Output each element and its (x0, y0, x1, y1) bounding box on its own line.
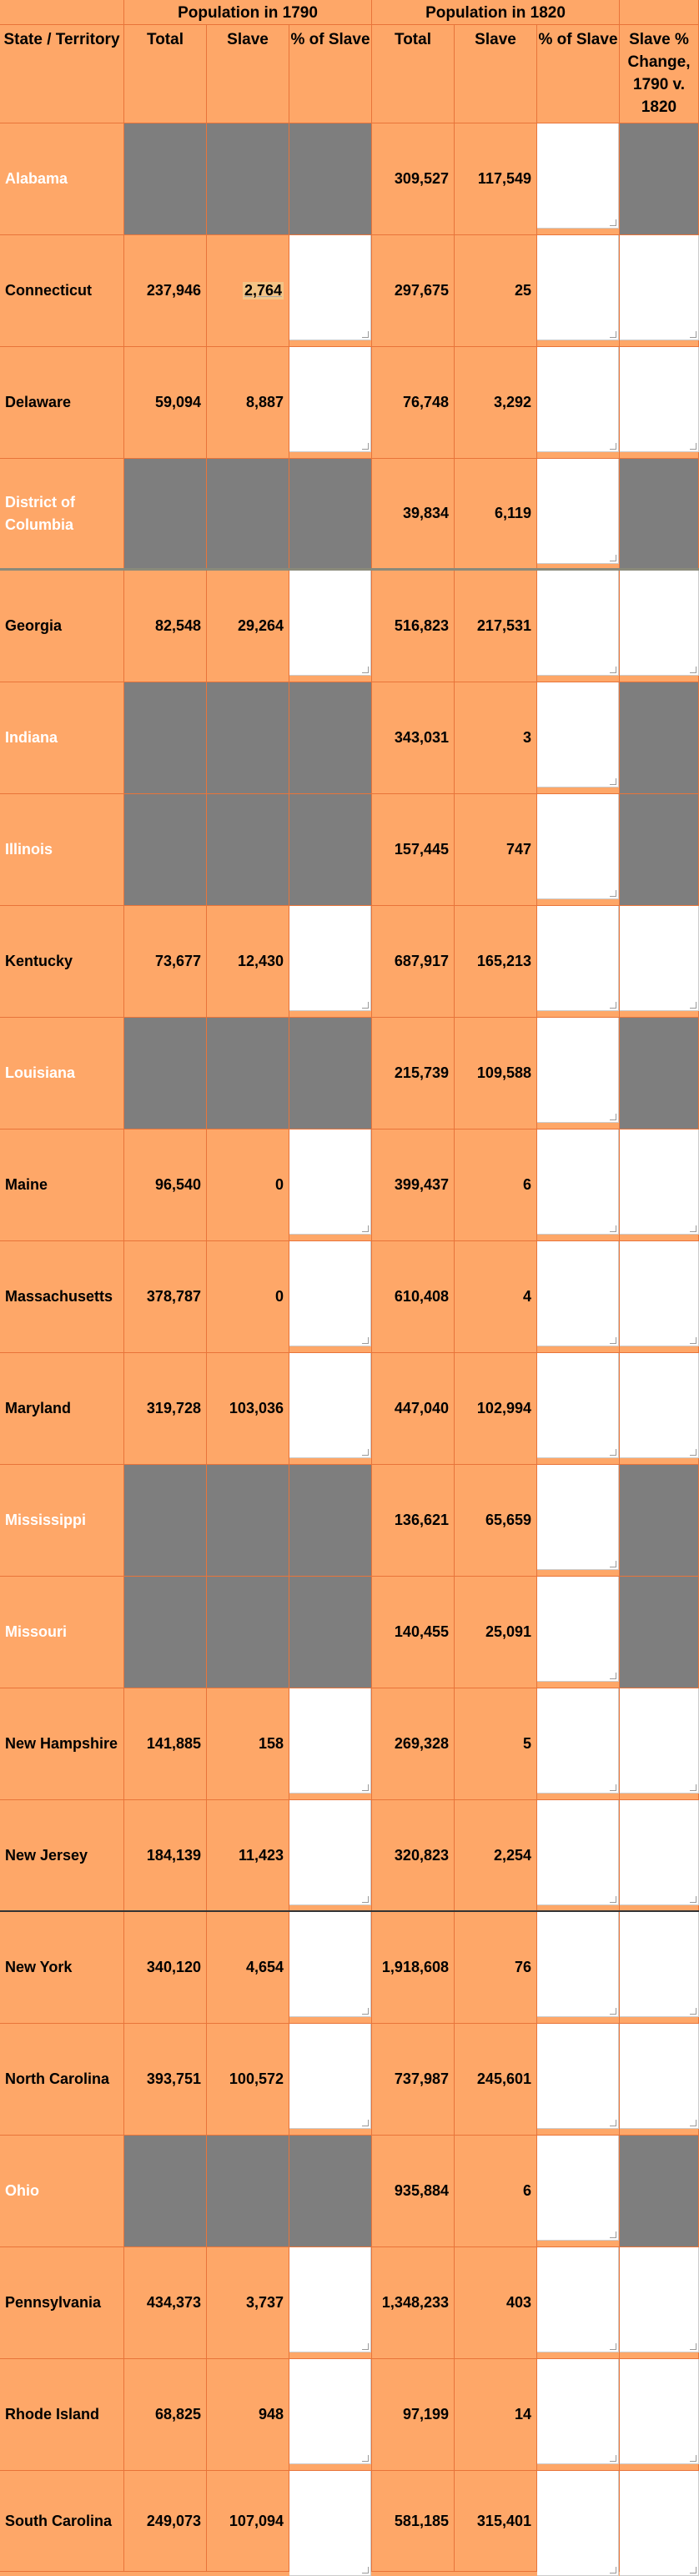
total-1820: 516,823 (372, 571, 455, 682)
total-1790-unavailable (124, 1577, 207, 1688)
slave-1790-value: 2,764 (244, 282, 282, 299)
slave-1820: 3 (455, 682, 537, 793)
table-row (0, 2247, 699, 2359)
state-name: Connecticut (0, 235, 124, 346)
pct-1820-input[interactable] (537, 1800, 619, 1905)
slave-1790-value: 8,887 (245, 394, 284, 410)
pct-1790-cell (289, 571, 372, 682)
change-input[interactable] (620, 1912, 699, 2017)
total-1790-unavailable (124, 2136, 207, 2246)
pct-1790-cell (289, 906, 372, 1017)
pct-1820-cell (537, 2247, 620, 2358)
pct-1790-input[interactable] (289, 2024, 371, 2129)
table-row (0, 123, 699, 235)
pct-1790-input[interactable] (289, 347, 371, 452)
slave-1820: 747 (455, 794, 537, 905)
table-row (0, 906, 699, 1018)
pct-1820-input[interactable] (537, 235, 619, 340)
table-row (0, 682, 699, 794)
total-1820: 269,328 (372, 1688, 455, 1799)
pct-1790-unavailable (289, 1465, 372, 1576)
slave-1820: 4 (455, 1241, 537, 1352)
state-name: Massachusetts (0, 1241, 124, 1352)
change-cell (620, 1018, 699, 1129)
slave-1790-value: 0 (274, 1176, 284, 1193)
pct-1820-input[interactable] (537, 1912, 619, 2017)
pct-1790-input[interactable] (289, 1241, 371, 1346)
change-cell (620, 347, 699, 458)
change-cell (620, 1353, 699, 1464)
pct-1820-cell (537, 794, 620, 905)
state-name: Indiana (0, 682, 124, 793)
total-1820: 737,987 (372, 2024, 455, 2135)
slave-1820: 2,254 (455, 1800, 537, 1910)
slave-1820: 14 (455, 2359, 537, 2470)
total-1820: 1,348,233 (372, 2247, 455, 2358)
header-state: State / Territory (0, 25, 124, 123)
pct-1820-cell (537, 571, 620, 682)
header-slave-1820: Slave (455, 25, 537, 123)
pct-1820-cell (537, 2359, 620, 2470)
pct-1790-cell (289, 235, 372, 346)
pct-1790-input[interactable] (289, 1688, 371, 1794)
slave-1790-unavailable (207, 682, 289, 793)
pct-1790-unavailable (289, 459, 372, 568)
table-row (0, 1241, 699, 1353)
total-1790: 340,120 (124, 1912, 207, 2023)
slave-1790-value: 4,654 (245, 1959, 284, 1975)
pct-1820-cell (537, 1130, 620, 1240)
table-row (0, 1800, 699, 1912)
change-input[interactable] (620, 347, 699, 452)
state-name: Kentucky (0, 906, 124, 1017)
total-1790: 184,139 (124, 1800, 207, 1910)
total-1820: 215,739 (372, 1018, 455, 1129)
slave-1790 (207, 1130, 289, 1240)
pct-1790-cell (289, 1912, 372, 2023)
total-1790: 378,787 (124, 1241, 207, 1352)
slave-1790-unavailable (207, 794, 289, 905)
slave-1820: 245,601 (455, 2024, 537, 2135)
change-cell (620, 235, 699, 346)
pct-1790-cell (289, 1688, 372, 1799)
change-input[interactable] (620, 2024, 699, 2129)
pct-1790-input[interactable] (289, 571, 371, 676)
state-name: Rhode Island (0, 2359, 124, 2470)
pct-1820-cell (537, 459, 620, 568)
pct-1790-cell (289, 347, 372, 458)
pct-1820-cell (537, 682, 620, 793)
change-cell (620, 1465, 699, 1576)
total-1820: 610,408 (372, 1241, 455, 1352)
slave-1820: 315,401 (455, 2471, 537, 2571)
total-1790: 237,946 (124, 235, 207, 346)
pct-1790-unavailable (289, 123, 372, 234)
total-1820: 309,527 (372, 123, 455, 234)
slave-1790-unavailable (207, 1018, 289, 1129)
pct-1820-cell (537, 1577, 620, 1688)
pct-1790-input[interactable] (289, 1353, 371, 1458)
table-row (0, 1353, 699, 1465)
slave-1790 (207, 906, 289, 1017)
pct-1820-input[interactable] (537, 1130, 619, 1235)
total-1820: 157,445 (372, 794, 455, 905)
change-input[interactable] (620, 2471, 699, 2576)
slave-1790-unavailable (207, 123, 289, 234)
slave-1820: 6,119 (455, 459, 537, 568)
slave-1790-value: 0 (274, 1288, 284, 1305)
pct-1820-input[interactable] (537, 906, 619, 1011)
pct-1790-input[interactable] (289, 1912, 371, 2017)
slave-1790 (207, 1241, 289, 1352)
state-name: Missouri (0, 1577, 124, 1688)
header-total-1790: Total (124, 25, 207, 123)
state-name: North Carolina (0, 2024, 124, 2135)
slave-1790-value: 107,094 (229, 2512, 284, 2529)
pct-1820-cell (537, 235, 620, 346)
slave-1790 (207, 2247, 289, 2358)
pct-1820-input[interactable] (537, 2471, 619, 2576)
change-cell (620, 1130, 699, 1240)
total-1820: 320,823 (372, 1800, 455, 1910)
table-row (0, 235, 699, 347)
slave-1820: 117,549 (455, 123, 537, 234)
pct-1820-cell (537, 2136, 620, 2246)
slave-1790-unavailable (207, 459, 289, 568)
table-row (0, 1577, 699, 1688)
state-name: Georgia (0, 571, 124, 682)
total-1790: 68,825 (124, 2359, 207, 2470)
total-1820: 39,834 (372, 459, 455, 568)
pct-1820-input[interactable] (537, 347, 619, 452)
total-1790: 96,540 (124, 1130, 207, 1240)
pct-1820-cell (537, 2024, 620, 2135)
header-group-row (0, 0, 699, 25)
table-row (0, 459, 699, 571)
change-cell (620, 1241, 699, 1352)
slave-1820: 6 (455, 1130, 537, 1240)
pct-1790-unavailable (289, 1577, 372, 1688)
total-1790-unavailable (124, 1465, 207, 1576)
table-row (0, 1912, 699, 2024)
table-row (0, 2359, 699, 2471)
state-name: New York (0, 1912, 124, 2023)
pct-1820-cell (537, 2471, 620, 2571)
total-1790: 141,885 (124, 1688, 207, 1799)
change-cell (620, 1912, 699, 2023)
slave-1820: 109,588 (455, 1018, 537, 1129)
state-name: Ohio (0, 2136, 124, 2246)
total-1790-unavailable (124, 682, 207, 793)
change-cell (620, 794, 699, 905)
change-cell (620, 123, 699, 234)
total-1820: 140,455 (372, 1577, 455, 1688)
slave-1790 (207, 1688, 289, 1799)
slave-1790 (207, 571, 289, 682)
slave-1820: 76 (455, 1912, 537, 2023)
slave-1790-value: 100,572 (229, 2070, 284, 2087)
table-row (0, 794, 699, 906)
slave-1820: 25,091 (455, 1577, 537, 1688)
slave-1820: 3,292 (455, 347, 537, 458)
table-row (0, 2471, 699, 2572)
slave-1790-unavailable (207, 2136, 289, 2246)
slave-1790 (207, 235, 289, 346)
pct-1790-unavailable (289, 682, 372, 793)
change-input[interactable] (620, 1353, 699, 1458)
slave-1790 (207, 1353, 289, 1464)
pct-1820-input[interactable] (537, 1577, 619, 1682)
pct-1790-input[interactable] (289, 1800, 371, 1905)
pct-1820-cell (537, 1018, 620, 1129)
slave-1790-unavailable (207, 1577, 289, 1688)
header-total-1820: Total (372, 25, 455, 123)
total-1820: 399,437 (372, 1130, 455, 1240)
pct-1820-cell (537, 1688, 620, 1799)
slave-1790 (207, 2024, 289, 2135)
total-1790: 82,548 (124, 571, 207, 682)
state-name: Alabama (0, 123, 124, 234)
pct-1790-cell (289, 2247, 372, 2358)
total-1790-unavailable (124, 794, 207, 905)
change-input[interactable] (620, 1800, 699, 1905)
state-name: District of Columbia (0, 459, 124, 568)
pct-1820-cell (537, 1353, 620, 1464)
pct-1790-cell (289, 1353, 372, 1464)
pct-1790-unavailable (289, 1018, 372, 1129)
change-cell (620, 2024, 699, 2135)
table-row (0, 1018, 699, 1130)
change-input[interactable] (620, 1688, 699, 1794)
pct-1790-input[interactable] (289, 2359, 371, 2464)
header-blank (0, 0, 124, 25)
slave-1820: 217,531 (455, 571, 537, 682)
change-cell (620, 1577, 699, 1688)
state-name: Illinois (0, 794, 124, 905)
pct-1820-cell (537, 906, 620, 1017)
header-group-1820: Population in 1820 (372, 0, 620, 25)
total-1790: 249,073 (124, 2471, 207, 2571)
header-column-row (0, 25, 699, 123)
pct-1820-cell (537, 1241, 620, 1352)
change-input[interactable] (620, 1241, 699, 1346)
change-input[interactable] (620, 1130, 699, 1235)
slave-1790-unavailable (207, 1465, 289, 1576)
pct-1820-cell (537, 1800, 620, 1910)
change-cell (620, 682, 699, 793)
total-1820: 687,917 (372, 906, 455, 1017)
slave-1790-value: 103,036 (229, 1400, 284, 1416)
total-1820: 297,675 (372, 235, 455, 346)
state-name: New Jersey (0, 1800, 124, 1910)
pct-1820-input[interactable] (537, 459, 619, 564)
pct-1790-unavailable (289, 794, 372, 905)
pct-1820-input[interactable] (537, 2024, 619, 2129)
table-row (0, 2136, 699, 2247)
pct-1820-cell (537, 1912, 620, 2023)
state-name: South Carolina (0, 2471, 124, 2571)
pct-1790-input[interactable] (289, 906, 371, 1011)
change-input[interactable] (620, 906, 699, 1011)
change-cell (620, 1688, 699, 1799)
pct-1820-input[interactable] (537, 1465, 619, 1570)
slave-1790 (207, 1800, 289, 1910)
slave-1790 (207, 2359, 289, 2470)
pct-1820-input[interactable] (537, 2359, 619, 2464)
pct-1790-unavailable (289, 2136, 372, 2246)
total-1790: 59,094 (124, 347, 207, 458)
total-1790: 319,728 (124, 1353, 207, 1464)
slave-1820: 65,659 (455, 1465, 537, 1576)
total-1820: 343,031 (372, 682, 455, 793)
pct-1820-input[interactable] (537, 2136, 619, 2241)
pct-1790-input[interactable] (289, 2247, 371, 2352)
table-row (0, 347, 699, 459)
pct-1820-input[interactable] (537, 682, 619, 787)
pct-1790-input[interactable] (289, 1130, 371, 1235)
table-row (0, 2024, 699, 2136)
pct-1790-cell (289, 1241, 372, 1352)
pct-1820-cell (537, 123, 620, 234)
table-row (0, 1688, 699, 1800)
total-1820: 76,748 (372, 347, 455, 458)
change-input[interactable] (620, 2247, 699, 2352)
pct-1820-input[interactable] (537, 1018, 619, 1123)
pct-1790-cell (289, 2471, 372, 2571)
slave-1790-value: 158 (258, 1735, 284, 1752)
slave-1790-value: 948 (258, 2406, 284, 2423)
total-1820: 97,199 (372, 2359, 455, 2470)
total-1790: 393,751 (124, 2024, 207, 2135)
state-name: Delaware (0, 347, 124, 458)
change-cell (620, 2471, 699, 2571)
total-1820: 1,918,608 (372, 1912, 455, 2023)
total-1820: 447,040 (372, 1353, 455, 1464)
pct-1790-input[interactable] (289, 235, 371, 340)
pct-1790-cell (289, 2359, 372, 2470)
total-1790: 73,677 (124, 906, 207, 1017)
slave-1790-value: 12,430 (237, 953, 284, 969)
header-slave-1790: Slave (207, 25, 289, 123)
table-row (0, 1130, 699, 1241)
state-name: New Hampshire (0, 1688, 124, 1799)
slave-1790 (207, 347, 289, 458)
state-name: Maryland (0, 1353, 124, 1464)
change-input[interactable] (620, 235, 699, 340)
state-name: Louisiana (0, 1018, 124, 1129)
total-1790-unavailable (124, 1018, 207, 1129)
total-1790-unavailable (124, 123, 207, 234)
pct-1820-input[interactable] (537, 1241, 619, 1346)
pct-1820-input[interactable] (537, 2247, 619, 2352)
change-cell (620, 1800, 699, 1910)
total-1790: 434,373 (124, 2247, 207, 2358)
change-input[interactable] (620, 571, 699, 676)
slave-1820: 5 (455, 1688, 537, 1799)
slave-1820: 25 (455, 235, 537, 346)
slave-1790 (207, 2471, 289, 2571)
pct-1820-input[interactable] (537, 571, 619, 676)
pct-1790-cell (289, 1130, 372, 1240)
state-name: Maine (0, 1130, 124, 1240)
pct-1790-input[interactable] (289, 2471, 371, 2576)
slave-1790-value: 11,423 (238, 1846, 284, 1864)
pct-1820-cell (537, 1465, 620, 1576)
state-name: Mississippi (0, 1465, 124, 1576)
slave-1820: 403 (455, 2247, 537, 2358)
pct-1820-input[interactable] (537, 123, 619, 229)
pct-1790-cell (289, 1800, 372, 1910)
slave-1790 (207, 1912, 289, 2023)
change-cell (620, 2136, 699, 2246)
slave-1790-value: 3,737 (245, 2294, 284, 2311)
pct-1820-input[interactable] (537, 1688, 619, 1794)
change-cell (620, 571, 699, 682)
header-group-1790: Population in 1790 (124, 0, 372, 25)
table-row (0, 1465, 699, 1577)
total-1820: 581,185 (372, 2471, 455, 2571)
total-1820: 935,884 (372, 2136, 455, 2246)
table-row (0, 571, 699, 682)
header-change: Slave % Change, 1790 v. 1820 (620, 25, 699, 123)
slave-1820: 6 (455, 2136, 537, 2246)
change-input[interactable] (620, 2359, 699, 2464)
pct-1790-cell (289, 2024, 372, 2135)
slave-1820: 165,213 (455, 906, 537, 1017)
total-1790-unavailable (124, 459, 207, 568)
slave-1820: 102,994 (455, 1353, 537, 1464)
state-name: Pennsylvania (0, 2247, 124, 2358)
change-cell (620, 459, 699, 568)
header-pct-1820: % of Slave (537, 25, 620, 123)
change-cell (620, 2359, 699, 2470)
header-pct-1790: % of Slave (289, 25, 372, 123)
total-1820: 136,621 (372, 1465, 455, 1576)
pct-1820-input[interactable] (537, 1353, 619, 1458)
slave-1790-value: 29,264 (237, 617, 284, 634)
pct-1820-input[interactable] (537, 794, 619, 899)
change-cell (620, 906, 699, 1017)
change-cell (620, 2247, 699, 2358)
header-blank-change (620, 0, 699, 25)
pct-1820-cell (537, 347, 620, 458)
